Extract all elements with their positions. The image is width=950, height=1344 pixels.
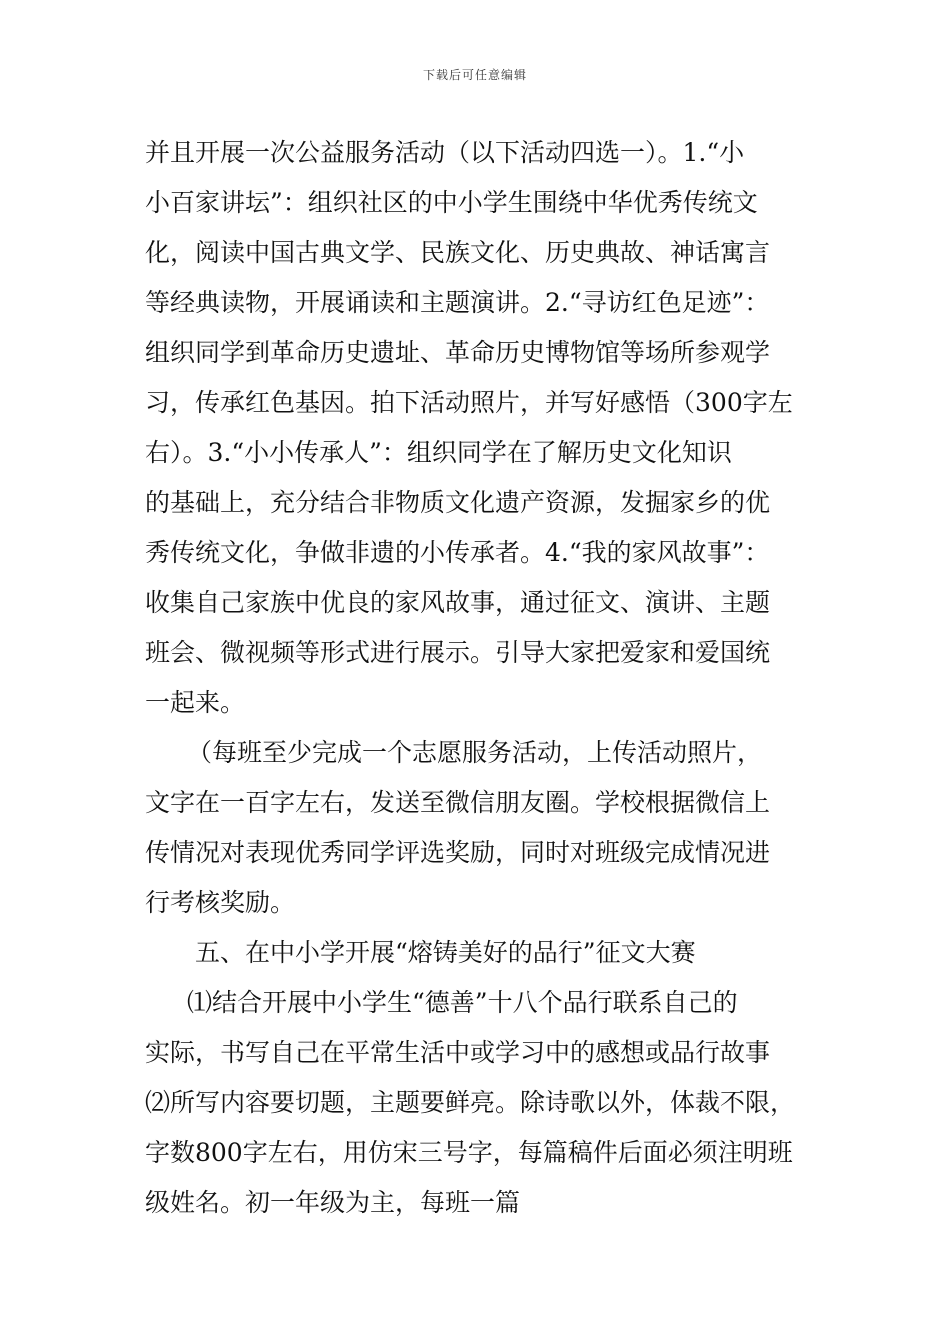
text-line: 的基础上，充分结合非物质文化遗产资源，发掘家乡的优 <box>145 488 771 517</box>
text-line: 文字在一百字左右，发送至微信朋友圈。学校根据微信上 <box>145 788 771 817</box>
text-line: 实际，书写自己在平常生活中或学习中的感想或品行故事 <box>145 1038 771 1067</box>
text-line: 组织同学到革命历史遗址、革命历史博物馆等场所参观学 <box>145 338 771 367</box>
text-line: 秀传统文化，争做非遗的小传承者。4.“我的家风故事”： <box>145 538 770 567</box>
section-heading: 五、在中小学开展“熔铸美好的品行”征文大赛 <box>195 938 696 967</box>
text-line: 字数800字左右，用仿宋三号字，每篇稿件后面必须注明班 <box>145 1138 793 1167</box>
page-header: 下载后可任意编辑 <box>422 68 527 82</box>
document-body <box>145 128 815 1228</box>
text-line: 等经典读物，开展诵读和主题演讲。2.“寻访红色足迹”： <box>145 288 770 317</box>
text-line: （每班至少完成一个志愿服务活动，上传活动照片， <box>187 738 763 767</box>
text-line: 班会、微视频等形式进行展示。引导大家把爱家和爱国统 <box>145 638 771 667</box>
text-line: 右）。3.“小小传承人”：组织同学在了解历史文化知识 <box>145 438 732 467</box>
text-line: ⑵所写内容要切题，主题要鲜亮。除诗歌以外，体裁不限， <box>145 1088 796 1117</box>
text-line: 小百家讲坛”：组织社区的中小学生围绕中华优秀传统文 <box>145 188 758 217</box>
text-line: 习，传承红色基因。拍下活动照片，并写好感悟（300字左 <box>145 388 793 417</box>
text-line: 级姓名。初一年级为主，每班一篇 <box>145 1188 521 1217</box>
text-line: 收集自己家族中优良的家风故事，通过征文、演讲、主题 <box>145 588 771 617</box>
text-line: 行考核奖励。 <box>145 888 296 917</box>
text-line: 一起来。 <box>145 688 246 717</box>
text-line: ⑴结合开展中小学生“德善”十八个品行联系自己的 <box>187 988 738 1017</box>
text-line: 传情况对表现优秀同学评选奖励，同时对班级完成情况进 <box>145 838 771 867</box>
text-line: 化，阅读中国古典文学、民族文化、历史典故、神话寓言 <box>145 238 771 267</box>
text-line: 并且开展一次公益服务活动（以下活动四选一）。1.“小 <box>145 138 745 167</box>
